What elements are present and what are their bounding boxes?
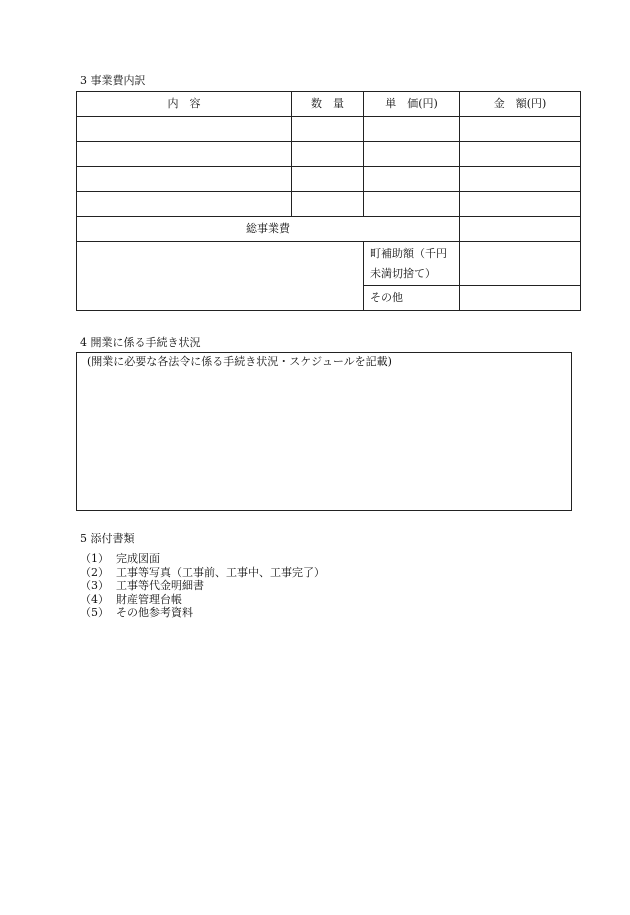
list-item — [80, 593, 325, 607]
cell-unit-price[interactable] — [364, 167, 460, 192]
attachment-list — [80, 552, 325, 620]
cell-quantity[interactable] — [292, 167, 364, 192]
table-row — [77, 117, 581, 142]
section-4-heading: 4 開業に係る手続き状況 — [80, 336, 201, 349]
cell-quantity[interactable] — [292, 117, 364, 142]
list-item — [80, 579, 325, 593]
subsidy-value[interactable] — [460, 242, 581, 286]
section-5-heading: 5 添付書類 — [80, 532, 135, 545]
total-value[interactable] — [460, 217, 581, 242]
cell-unit-price[interactable] — [364, 192, 460, 217]
other-label: その他 — [364, 286, 460, 311]
subsidy-label: 町補助額（千円未満切捨て） — [364, 242, 460, 286]
cell-unit-price[interactable] — [364, 142, 460, 167]
item-label: 財産管理台帳 — [116, 592, 182, 606]
cell-quantity[interactable] — [292, 192, 364, 217]
col-header-amount: 金 額(円) — [460, 92, 581, 117]
col-header-unit-price: 単 価(円) — [364, 92, 460, 117]
item-number: （4） — [80, 592, 109, 606]
item-number: （1） — [80, 552, 109, 565]
total-label: 総事業費 — [77, 217, 460, 242]
subsidy-row — [77, 242, 581, 286]
col-header-quantity: 数 量 — [292, 92, 364, 117]
table-row — [77, 142, 581, 167]
cell-amount[interactable] — [460, 167, 581, 192]
cell-amount[interactable] — [460, 117, 581, 142]
cell-content[interactable] — [77, 167, 292, 192]
procedure-note: (開業に必要な各法令に係る手続き状況・スケジュールを記載) — [87, 355, 392, 368]
item-label: 工事等代金明細書 — [116, 579, 204, 592]
cell-content[interactable] — [77, 192, 292, 217]
item-label: 完成図面 — [116, 552, 160, 565]
item-label: 工事等写真（工事前、工事中、工事完了） — [116, 565, 325, 579]
table-row — [77, 167, 581, 192]
item-label: その他参考資料 — [116, 606, 193, 619]
blank-merged-cell — [77, 242, 364, 311]
item-number: （3） — [80, 579, 109, 592]
table-header-row — [77, 92, 581, 117]
other-value[interactable] — [460, 286, 581, 311]
cell-amount[interactable] — [460, 142, 581, 167]
total-row — [77, 217, 581, 242]
table-row — [77, 192, 581, 217]
cost-breakdown-table — [76, 91, 581, 311]
item-number: （2） — [80, 565, 109, 579]
cell-content[interactable] — [77, 142, 292, 167]
procedure-status-box[interactable] — [76, 352, 572, 511]
cell-unit-price[interactable] — [364, 117, 460, 142]
cell-content[interactable] — [77, 117, 292, 142]
list-item — [80, 552, 325, 566]
col-header-content: 内 容 — [77, 92, 292, 117]
cell-quantity[interactable] — [292, 142, 364, 167]
cell-amount[interactable] — [460, 192, 581, 217]
section-3-heading: 3 事業費内訳 — [80, 74, 146, 87]
list-item — [80, 566, 325, 580]
item-number: （5） — [80, 606, 109, 619]
list-item — [80, 606, 325, 620]
